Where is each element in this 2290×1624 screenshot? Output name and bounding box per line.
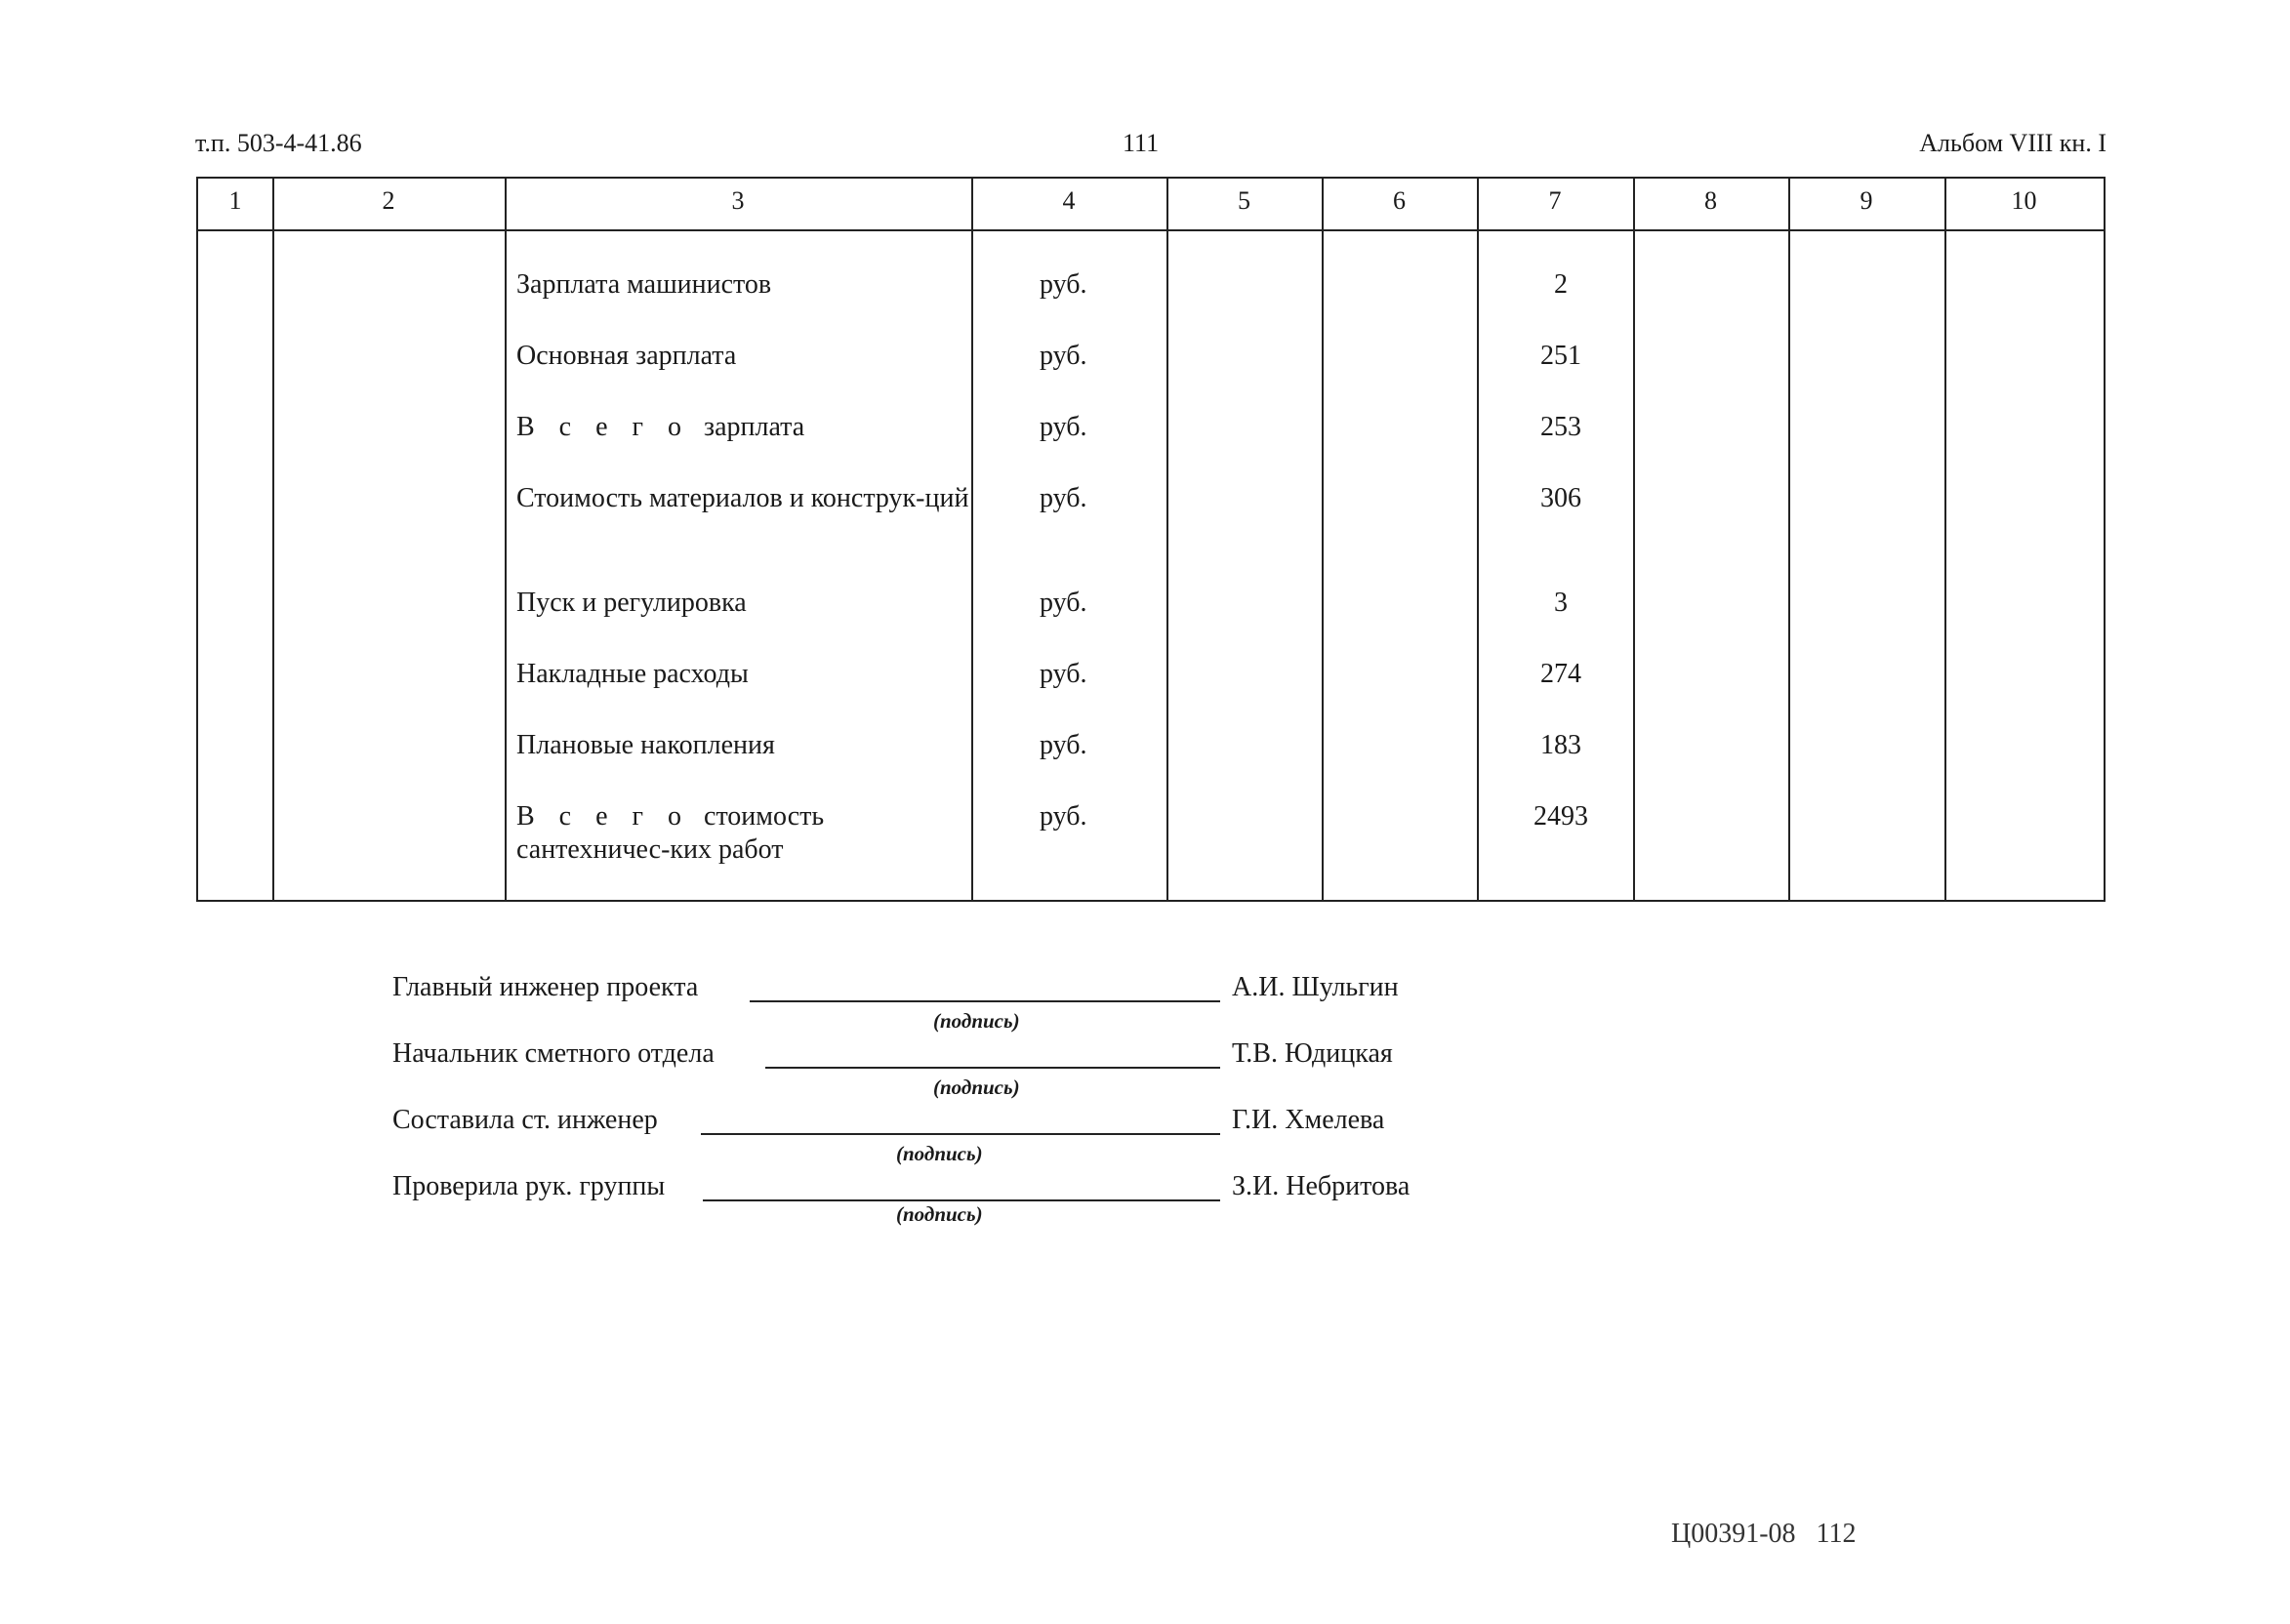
item-name (516, 800, 975, 867)
page-number: 111 (1123, 129, 1160, 157)
signatory-name: Т.В. Юдицкая (1232, 1038, 1393, 1069)
signature-caption: (подпись) (896, 1142, 983, 1165)
unit: руб. (1040, 659, 1087, 689)
item-name-text: Плановые накопления (516, 730, 775, 760)
signatory-name: З.И. Небритова (1232, 1171, 1411, 1201)
album-reference: Альбом VIII кн. I (1919, 129, 2106, 157)
item-name (516, 268, 975, 302)
signature-line (765, 1067, 1220, 1069)
signature-caption: (подпись) (896, 1202, 983, 1226)
signature-caption: (подпись) (933, 1076, 1020, 1099)
value: 306 (1540, 483, 1581, 513)
signature-role: Проверила рук. группы (392, 1171, 666, 1201)
column-divider (272, 179, 274, 900)
item-name-text: зарплата (690, 412, 805, 442)
unit: руб. (1040, 730, 1087, 760)
item-name-text: Основная зарплата (516, 341, 737, 371)
value: 274 (1540, 659, 1581, 689)
column-number: 2 (382, 186, 395, 215)
column-number: 3 (731, 186, 745, 215)
column-divider (505, 179, 507, 900)
column-divider (1944, 179, 1946, 900)
column-number: 9 (1860, 186, 1873, 215)
signatory-name: Г.И. Хмелева (1232, 1105, 1385, 1135)
item-name-text: Накладные расходы (516, 659, 749, 689)
signature-caption: (подпись) (933, 1009, 1020, 1033)
signatory-name: А.И. Шульгин (1232, 972, 1399, 1002)
column-number: 10 (2011, 186, 2037, 215)
unit: руб. (1040, 588, 1087, 618)
column-number: 6 (1393, 186, 1406, 215)
unit: руб. (1040, 341, 1087, 371)
value: 2493 (1533, 801, 1588, 832)
column-divider (1477, 179, 1479, 900)
signature-line (750, 1000, 1220, 1002)
column-divider (1166, 179, 1168, 900)
item-name-text: Стоимость материалов и конструк-ций (516, 483, 969, 513)
emphasis: В с е г о (516, 801, 691, 832)
item-name-text: Зарплата машинистов (516, 269, 772, 300)
item-name (516, 729, 975, 762)
item-name (516, 658, 975, 691)
signature-line (703, 1199, 1220, 1201)
unit: руб. (1040, 483, 1087, 513)
column-number: 4 (1062, 186, 1076, 215)
column-number: 5 (1238, 186, 1250, 215)
item-name (516, 587, 975, 620)
value: 2 (1554, 269, 1568, 300)
column-number: 7 (1548, 186, 1562, 215)
column-divider (1322, 179, 1324, 900)
unit: руб. (1040, 801, 1087, 832)
signature-role: Главный инженер проекта (392, 972, 699, 1002)
signature-role: Составила ст. инженер (392, 1105, 658, 1135)
value: 253 (1540, 412, 1581, 442)
unit: руб. (1040, 269, 1087, 300)
document-stamp-code: Ц00391-08 112 (1671, 1519, 1857, 1549)
value: 3 (1554, 588, 1568, 618)
signature-role: Начальник сметного отдела (392, 1038, 715, 1069)
column-divider (1788, 179, 1790, 900)
value: 251 (1540, 341, 1581, 371)
unit: руб. (1040, 412, 1087, 442)
signature-line (701, 1133, 1220, 1135)
value: 183 (1540, 730, 1581, 760)
column-number: 8 (1704, 186, 1717, 215)
document-code: т.п. 503-4-41.86 (195, 129, 362, 157)
header-row-divider (198, 229, 2104, 231)
item-name (516, 411, 975, 444)
item-name (516, 482, 975, 515)
item-name-text: Пуск и регулировка (516, 588, 747, 618)
item-name (516, 340, 975, 373)
column-number: 1 (228, 186, 242, 215)
emphasis: В с е г о (516, 412, 691, 442)
item-name-text: стоимость сантехничес-ких работ (516, 801, 832, 865)
cost-table (196, 177, 2106, 902)
